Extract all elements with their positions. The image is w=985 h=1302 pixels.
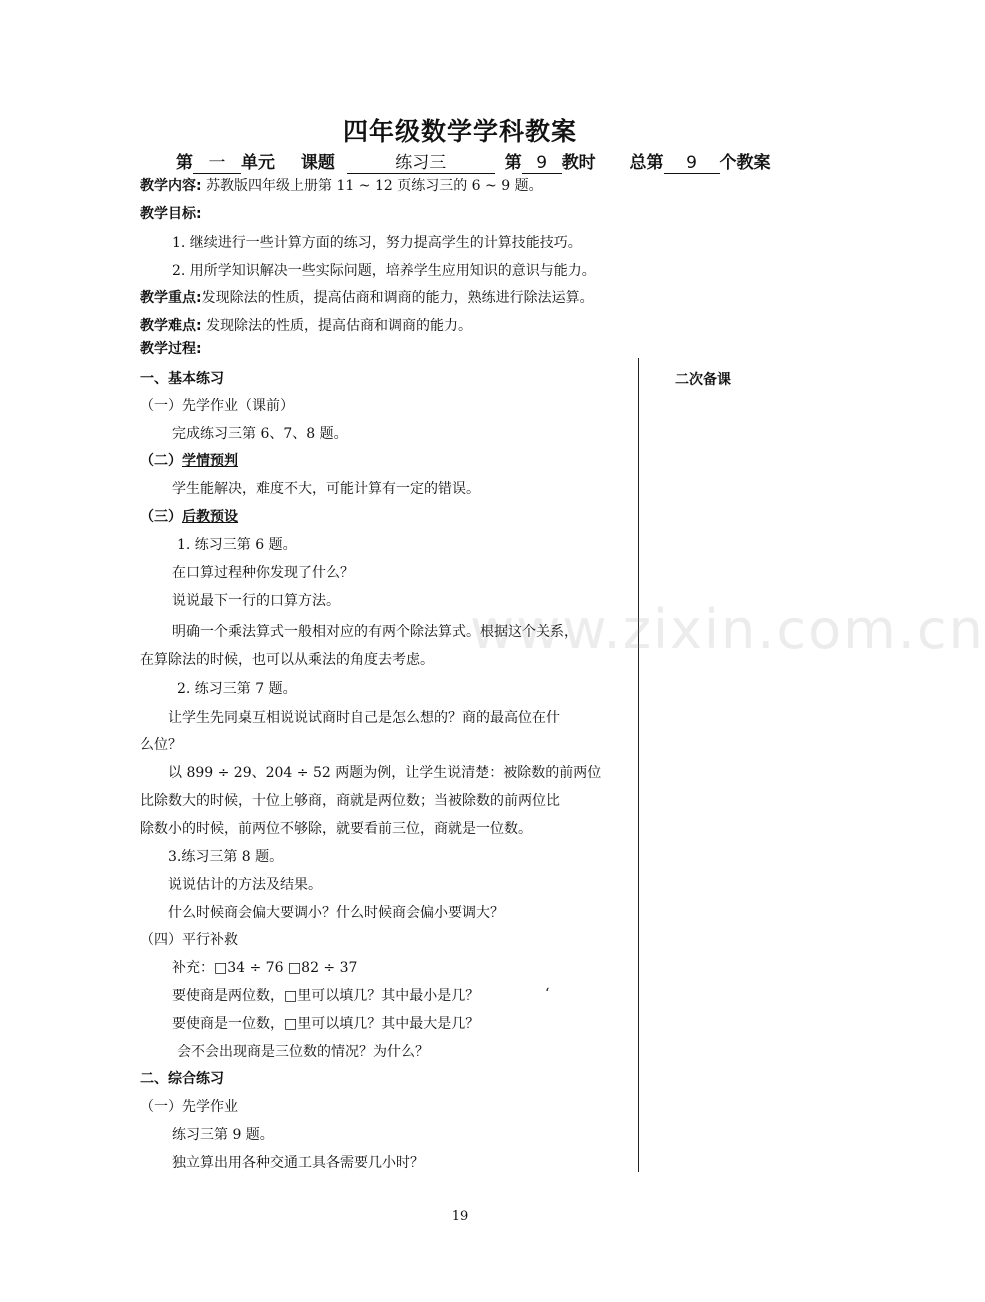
stray-mark: ‘: [545, 986, 550, 1002]
subsection-heading: （一）先学作业（课前）: [140, 398, 294, 414]
text-line: 学生能解决，难度不大，可能计算有一定的错误。: [172, 481, 480, 497]
goal-item: 2. 用所学知识解决一些实际问题，培养学生应用知识的意识与能力。: [172, 263, 596, 279]
text-line: 说说最下一行的口算方法。: [172, 593, 340, 609]
key-label: 教学重点:: [140, 290, 202, 306]
section-heading: 一、基本练习: [140, 371, 224, 387]
text-line: 要使商是一位数，□里可以填几？其中最大是几？: [172, 1016, 480, 1032]
period-label: 教时: [561, 153, 596, 173]
watermark: www.zixin.com.cn: [470, 598, 985, 661]
text-line: 比除数大的时候，十位上够商，商就是两位数；当被除数的前两位比: [140, 793, 560, 809]
goal-item: 1. 继续进行一些计算方面的练习，努力提高学生的计算技能技巧。: [172, 235, 582, 251]
subsection-heading: （一）先学作业: [140, 1099, 238, 1115]
text-line: 会不会出现商是三位数的情况？为什么？: [177, 1044, 429, 1060]
text-line: 什么时候商会偏大要调小？什么时候商会偏小要调大？: [168, 905, 504, 921]
text-line: 3.练习三第 8 题。: [168, 849, 284, 865]
topic-value: 练习三: [347, 148, 495, 174]
subsection-heading: [140, 508, 238, 526]
text-line: 补充：□34 ÷ 76 □82 ÷ 37: [172, 960, 358, 976]
text-line: 1. 练习三第 6 题。: [177, 537, 297, 553]
subsection-number: （二）: [140, 453, 182, 469]
period-prefix: 第: [504, 153, 522, 173]
subsection-number: （三）: [140, 509, 182, 525]
column-divider: [638, 358, 639, 1172]
text-line: 要使商是两位数，□里可以填几？其中最小是几？: [172, 988, 480, 1004]
process-label: 教学过程:: [140, 341, 202, 357]
key-text: 发现除法的性质，提高估商和调商的能力，熟练进行除法运算。: [201, 290, 594, 306]
subsection-title: 学情预判: [182, 453, 238, 469]
text-line: 明确一个乘法算式一般相对应的有两个除法算式。根据这个关系，: [172, 624, 578, 640]
text-line: 2. 练习三第 7 题。: [177, 681, 297, 697]
unit-value: 一: [193, 148, 241, 174]
difficulty-label: 教学难点:: [140, 318, 202, 334]
text-line: 在算除法的时候，也可以从乘法的角度去考虑。: [140, 652, 434, 668]
page-title: 四年级数学学科教案: [342, 117, 577, 146]
content-label: 教学内容:: [140, 178, 202, 194]
text-line: 说说估计的方法及结果。: [168, 877, 322, 893]
section-heading: 二、综合练习: [140, 1071, 224, 1087]
page-number: 19: [451, 1209, 469, 1224]
total-label: 总第: [629, 153, 664, 173]
text-line: 么位？: [140, 737, 182, 753]
key-row: [140, 289, 594, 307]
unit-label: 单元: [241, 153, 275, 173]
unit-prefix: 第: [176, 153, 193, 173]
text-line: 让学生先同桌互相说说试商时自己是怎么想的？商的最高位在什: [168, 710, 560, 726]
topic-label: 课题: [300, 153, 335, 173]
text-line: 练习三第 9 题。: [172, 1127, 274, 1143]
total-value: 9: [664, 153, 720, 174]
text-line: 除数小的时候，前两位不够除，就要看前三位，商就是一位数。: [140, 821, 532, 837]
text-line: 以 899 ÷ 29、204 ÷ 52 两题为例，让学生说清楚：被除数的前两位: [168, 765, 602, 781]
subsection-heading: （四）平行补救: [140, 932, 238, 948]
text-line: 完成练习三第 6、7、8 题。: [172, 426, 348, 442]
goals-label: 教学目标:: [140, 206, 202, 222]
total-suffix: 个教案: [719, 153, 771, 173]
text-line: 独立算出用各种交通工具各需要几小时？: [172, 1155, 424, 1171]
subsection-title: 后教预设: [182, 509, 238, 525]
content-row: [140, 177, 543, 195]
content-text: 苏教版四年级上册第 11 ~ 12 页练习三的 6 ~ 9 题。: [206, 178, 543, 194]
text-line: 在口算过程种你发现了什么？: [172, 565, 354, 581]
difficulty-row: [140, 317, 472, 335]
side-label: 二次备课: [675, 372, 731, 388]
difficulty-text: 发现除法的性质，提高估商和调商的能力。: [206, 318, 473, 334]
header-line: [176, 148, 771, 174]
period-value: 9: [522, 153, 562, 174]
subsection-heading: [140, 452, 238, 470]
